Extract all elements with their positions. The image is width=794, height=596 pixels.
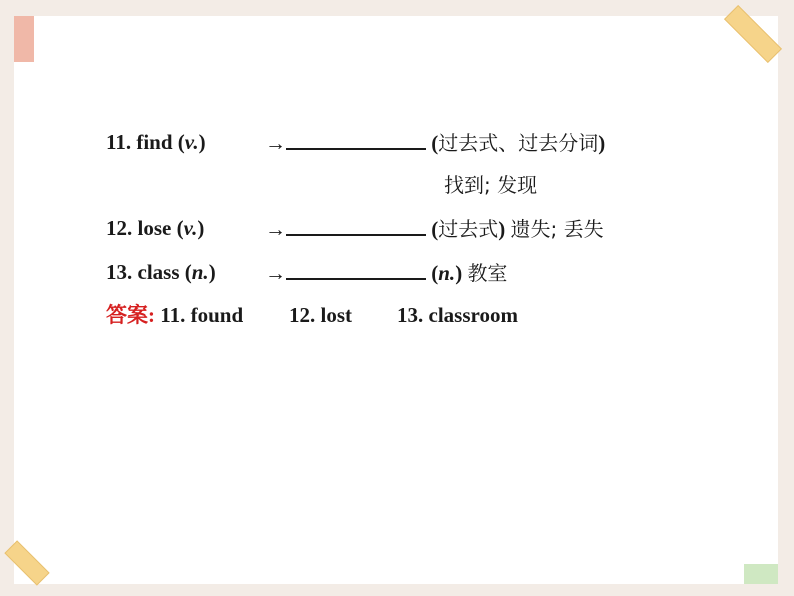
vocab-row-11 [106, 130, 206, 154]
part-of-speech: v. [184, 130, 199, 154]
vocab-row-12 [106, 216, 204, 240]
vocab-row-12-answer [265, 216, 604, 241]
answer-line-2 [289, 303, 352, 327]
paren: ) [197, 216, 205, 240]
vocab-row-11-answer [265, 130, 605, 155]
meaning: 遗失; 丢失 [510, 217, 604, 241]
vocab-row-13 [106, 260, 216, 284]
item-word: class [137, 260, 180, 284]
answer-line-3 [397, 303, 518, 327]
arrow-icon: → [265, 261, 286, 285]
tape-decoration [14, 16, 34, 62]
answer-blank[interactable] [286, 260, 426, 280]
answer-label: 答案: [106, 303, 155, 327]
vocab-row-11-gloss [444, 173, 537, 197]
meaning: 找到; 发现 [444, 173, 538, 197]
paren: ( [184, 260, 192, 284]
paren: ) [455, 261, 463, 285]
arrow-icon: → [265, 131, 286, 155]
part-of-speech: v. [183, 216, 198, 240]
paren: ( [431, 131, 439, 155]
paren: ) [208, 260, 216, 284]
paren: ( [177, 130, 185, 154]
tape-decoration [4, 540, 49, 585]
answer-item: 11. found [160, 303, 244, 327]
form-note: 过去式 [438, 217, 499, 241]
answer-blank[interactable] [286, 130, 426, 150]
form-note: 过去式、过去分词 [438, 131, 599, 155]
answer-line [106, 303, 243, 327]
vocab-row-13-answer [265, 260, 507, 285]
paren: ( [431, 217, 439, 241]
paren: ) [598, 131, 606, 155]
form-note: n. [438, 261, 456, 285]
item-word: lose [137, 216, 172, 240]
paren: ) [198, 130, 206, 154]
item-word: find [136, 130, 173, 154]
tape-decoration [744, 564, 778, 584]
answer-item: 12. lost [289, 303, 352, 327]
paren: ( [176, 216, 184, 240]
slide-card [14, 16, 778, 584]
meaning: 教室 [467, 261, 508, 285]
item-number: 12. [106, 216, 133, 240]
tape-decoration [724, 5, 782, 63]
paren: ) [498, 217, 506, 241]
answer-blank[interactable] [286, 216, 426, 236]
item-number: 11. [106, 130, 132, 154]
arrow-icon: → [265, 217, 286, 241]
answer-item: 13. classroom [397, 303, 518, 327]
paren: ( [431, 261, 439, 285]
item-number: 13. [106, 260, 133, 284]
part-of-speech: n. [191, 260, 209, 284]
